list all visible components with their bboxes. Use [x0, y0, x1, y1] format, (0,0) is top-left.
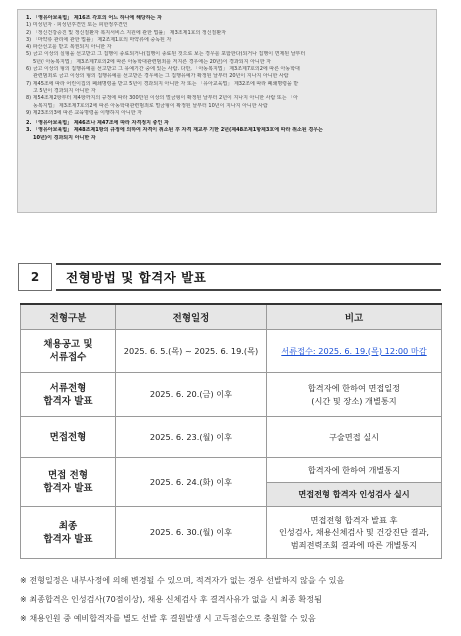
footnote: ※ 전형일정은 내부사정에 의해 변경될 수 있으며, 적격자가 없는 경우 선발하지 않을 수 있음 — [20, 575, 345, 585]
schedule-cell: 2025. 6. 30.(월) 이후 — [116, 507, 267, 559]
note-cell — [267, 330, 442, 373]
table-row — [21, 373, 442, 417]
note-text: 인성검사, 채용신체검사 및 건강진단 결과, — [278, 527, 430, 538]
stage-label: 채용공고 및 — [43, 339, 93, 350]
disqualification-item: 5년(「아동복지법」 제3조제7호의2에 따른 아동학대관련범죄를 저지른 경우에는 20년)이 경과되지 아니한 자 — [33, 58, 271, 65]
disqualification-item: 동복지법」 제3조제7호의2에 따른 아동학대관련범죄로 벌금형이 확정된 날부터 10년이 지나지 아니한 사람 — [33, 102, 268, 109]
note-cell — [267, 373, 442, 417]
disqualification-item: 9) 제23조의3에 따른 교육명령을 이행하지 아니한 자 — [26, 109, 142, 116]
section-title: 전형방법 및 합격자 발표 — [56, 263, 441, 291]
schedule-cell: 2025. 6. 5.(목) ~ 2025. 6. 19.(목) — [116, 330, 267, 373]
note-text: 합격자에 한하여 면접일정 — [307, 382, 401, 393]
note-text: 범죄전력조회 결과에 따른 개별통지 — [290, 539, 418, 550]
disqualification-item: 관련범죄로 금고 이상의 형의 집행유예를 선고받은 경우에는 그 집행유예가 확정된 날부터 20년이 지나지 아니한 사람 — [33, 73, 289, 80]
footnote: ※ 채용인원 중 예비합격자를 별도 선발 후 결원발생 시 고득점순으로 충원할 수 있음 — [20, 613, 316, 623]
schedule-table — [20, 303, 442, 559]
disqualification-item: 1) 미성년자 · 피성년후견인 또는 피한정후견인 — [26, 22, 128, 29]
stage-label: 최종 — [58, 520, 78, 532]
section-header — [18, 263, 441, 291]
table-row — [21, 507, 442, 559]
disqualification-item: 고 5년이 경과되지 아니한 자 — [33, 87, 96, 94]
note-cell — [267, 507, 442, 559]
stage-label: 면접 전형 — [47, 470, 88, 481]
table-row — [21, 458, 442, 483]
column-header-stage: 전형구분 — [21, 304, 116, 330]
stage-label: 서류전형 — [49, 382, 87, 394]
schedule-cell: 2025. 6. 23.(월) 이후 — [116, 417, 267, 458]
note-cell: 합격자에 한하여 개별통지 — [267, 458, 442, 483]
stage-label: 합격자 발표 — [43, 395, 93, 407]
disqualification-heading-3-cont: 10년)이 경과되지 아니한 자 — [33, 134, 96, 141]
column-header-schedule: 전형일정 — [116, 304, 267, 330]
stage-label: 합격자 발표 — [43, 483, 93, 494]
disqualification-box — [17, 9, 437, 213]
table-row — [21, 417, 442, 458]
disqualification-item: 3) 「마약류 관리에 관한 법률」 제2조제1호의 마약류에 중독된 자 — [26, 36, 172, 43]
stage-cell: 면접전형 — [21, 417, 116, 458]
note-text: (시간 및 장소) 개별통지 — [311, 395, 397, 406]
note-cell: 구술면접 실시 — [267, 417, 442, 458]
stage-cell — [21, 507, 116, 559]
note-text: 면접전형 합격자 발표 후 — [310, 514, 398, 525]
stage-label: 합격자 발표 — [43, 533, 93, 545]
disqualification-item: 8) 제54조제2항부터 제4항까지의 규정에 따라 300만원 이상의 벌금형이 확정된 날부터 2년이 지나지 아니한 사람 또는 「아 — [26, 95, 298, 102]
disqualification-item: 2) 「정신건강증진 및 정신질환자 복지서비스 지원에 관한 법률」 제3조제1호의 정신질환자 — [26, 29, 227, 36]
disqualification-heading-1: 1. 「영유아보육법」 제16조 각호의 어느 하나에 해당하는 자 — [26, 15, 162, 21]
disqualification-item: 5) 금고 이상의 실형을 선고받고 그 집행이 종료되거나(집행이 종료된 것으로 보는 경우를 포함한다)되거나 집행이 면제된 날부터 — [26, 51, 306, 58]
footnote: ※ 최종합격은 인성검사(70점이상), 채용 신체검사 후 결격사유가 없을 시 최종 확정됨 — [20, 594, 322, 604]
disqualification-item: 7) 제45조에 따라 어린이집의 폐쇄명령을 받고 5년이 경과되지 아니한 자 또는 「유아교육법」 제32조에 따라 폐쇄명령을 받 — [26, 80, 299, 87]
stage-cell — [21, 458, 116, 507]
disqualification-heading-3: 3. 「영유아보육법」 제48조제1항의 규정에 의하여 자격이 취소된 후 자격 재교부 기한 2년(제48조제1항제3호에 따라 취소된 경우는 — [26, 127, 323, 134]
disqualification-list — [26, 22, 430, 117]
disqualification-item: 6) 금고 이상의 형의 집행유예를 선고받고 그 유예기간 중에 있는 사람. 다만, 「아동복지법」 제3조제7호의2에 따른 아동학대 — [26, 66, 300, 73]
stage-label: 서류접수 — [49, 352, 87, 363]
disqualification-heading-2: 2. 「영유아보육법」 제46조나 제47조에 따라 자격정지 중인 자 — [26, 120, 169, 127]
note-cell-highlight: 면접전형 합격자 인성검사 실시 — [267, 483, 442, 507]
disqualification-item: 4) 파산선고를 받고 복권되지 아니한 자 — [26, 44, 112, 51]
deadline-link[interactable]: 서류접수: 2025. 6. 19.(목) 12:00 마감 — [281, 345, 427, 356]
column-header-note: 비고 — [267, 304, 442, 330]
stage-cell — [21, 373, 116, 417]
table-header-row — [21, 304, 442, 330]
section-number: 2 — [18, 263, 52, 291]
stage-cell — [21, 330, 116, 373]
table-row — [21, 330, 442, 373]
schedule-cell: 2025. 6. 20.(금) 이후 — [116, 373, 267, 417]
footnotes — [20, 571, 445, 628]
schedule-cell: 2025. 6. 24.(화) 이후 — [116, 458, 267, 507]
